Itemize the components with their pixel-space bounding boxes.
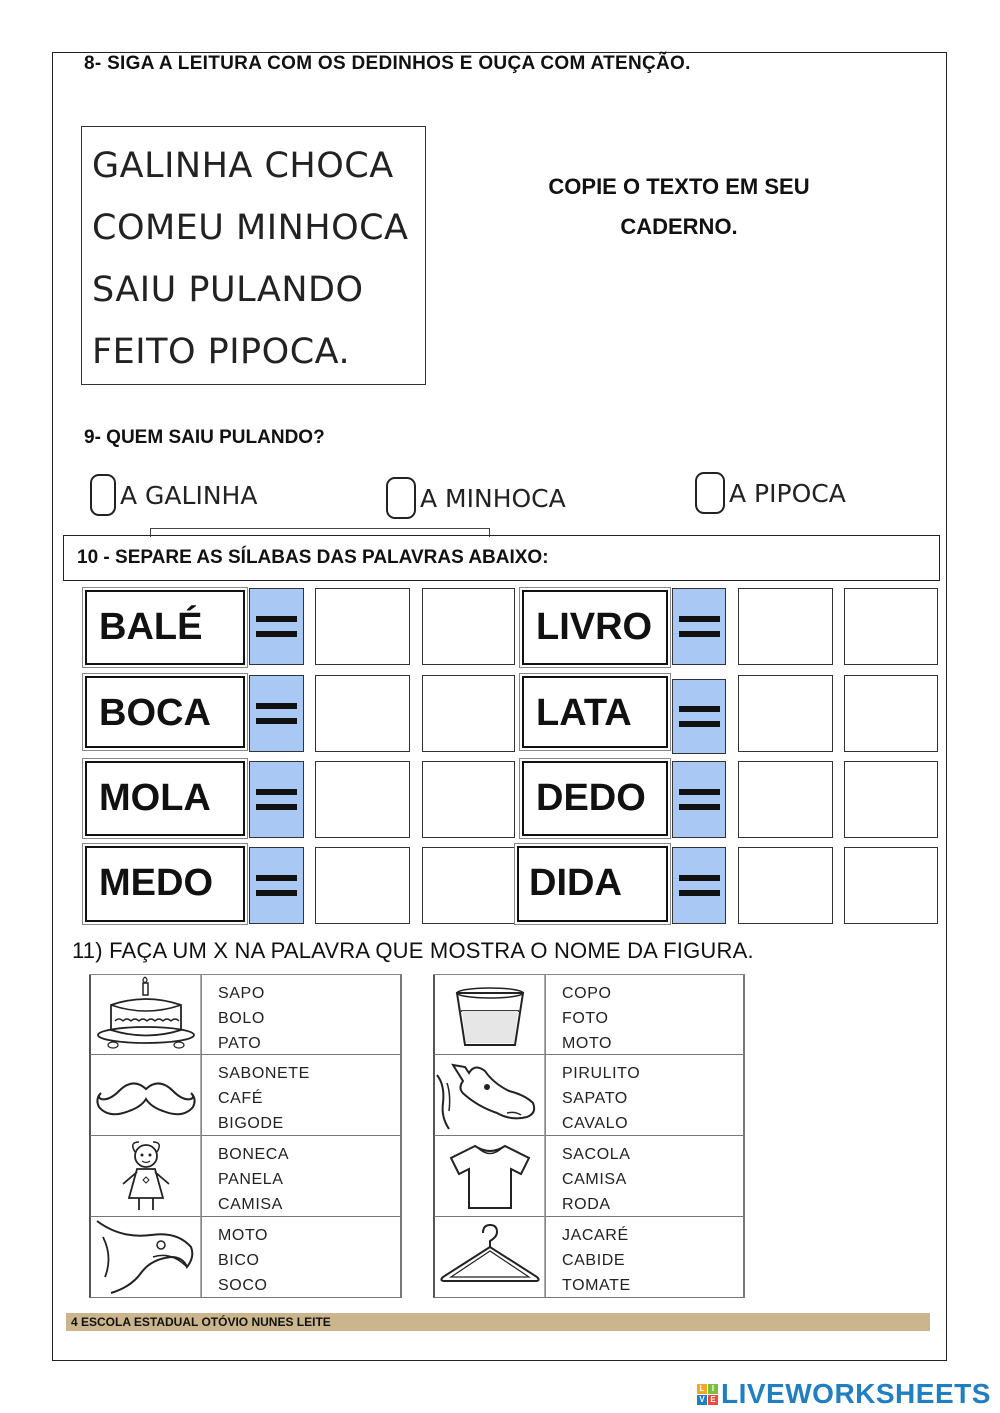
q9-title: 9- QUEM SAIU PULANDO? [84, 427, 325, 448]
word-options [545, 1055, 745, 1136]
q8-title: 8- SIGA A LEITURA COM OS DEDINHOS E OUÇA COM ATENÇÃO. [84, 53, 691, 74]
shirt-icon [435, 1136, 545, 1215]
word-option[interactable]: JACARÉ [562, 1227, 629, 1244]
option-label: A GALINHA [120, 480, 258, 510]
mustache-icon [91, 1055, 201, 1134]
option-label: A PIPOCA [729, 478, 846, 508]
word-option[interactable]: CAMISA [218, 1196, 283, 1213]
word-option[interactable]: PIRULITO [562, 1065, 641, 1082]
syllable-word: MOLA [85, 761, 245, 836]
liveworksheets-logo[interactable] [697, 1378, 991, 1410]
syllable-answer-box[interactable] [844, 675, 938, 752]
equals-sign [249, 588, 304, 665]
syllable-answer-box[interactable] [738, 675, 833, 752]
syllable-answer-box[interactable] [422, 761, 515, 838]
horse-icon [435, 1055, 545, 1134]
syllable-word: LIVRO [522, 590, 668, 665]
copy-instruction [520, 167, 838, 247]
word-option[interactable]: SACOLA [562, 1146, 631, 1163]
glass-icon [435, 975, 545, 1053]
poem-line: SAIU PULANDO [92, 270, 364, 310]
poem-line: FEITO PIPOCA. [92, 332, 351, 372]
word-option[interactable]: SABONETE [218, 1065, 310, 1082]
figure-cell [433, 1136, 545, 1217]
syllable-word: BOCA [85, 676, 245, 748]
word-option[interactable]: MOTO [562, 1035, 613, 1052]
q9-option-galinha[interactable] [90, 472, 257, 518]
syllable-answer-box[interactable] [315, 588, 410, 665]
word-option[interactable]: CAFÉ [218, 1090, 264, 1107]
copy-instruction-line: CADERNO. [620, 214, 738, 239]
q11-title: 11) FAÇA UM X NA PALAVRA QUE MOSTRA O NOME DA FIGURA. [72, 938, 754, 963]
word-options [201, 1055, 402, 1136]
word-option[interactable]: PATO [218, 1035, 262, 1052]
q9-option-minhoca[interactable] [386, 475, 566, 521]
logo-text: LIVEWORKSHEETS [721, 1378, 991, 1409]
syllable-word: BALÉ [85, 590, 245, 665]
figure-cell [433, 1055, 545, 1136]
beak-icon [91, 1217, 201, 1296]
equals-sign [249, 761, 304, 838]
poem-line: GALINHA CHOCA [92, 146, 394, 186]
equals-sign [672, 679, 726, 754]
poem-box [81, 126, 426, 385]
syllable-answer-box[interactable] [422, 847, 515, 924]
syllable-word: LATA [522, 676, 668, 748]
word-option[interactable]: BICO [218, 1252, 260, 1269]
radio-button[interactable] [386, 477, 416, 519]
hanger-icon [435, 1217, 545, 1296]
cake-icon [91, 975, 201, 1053]
equals-sign [249, 847, 304, 924]
syllable-answer-box[interactable] [315, 847, 410, 924]
word-option[interactable]: CAMISA [562, 1171, 627, 1188]
word-option[interactable]: SOCO [218, 1277, 268, 1294]
word-options [201, 975, 402, 1055]
word-option[interactable]: RODA [562, 1196, 611, 1213]
syllable-answer-box[interactable] [315, 761, 410, 838]
word-option[interactable]: BIGODE [218, 1115, 284, 1132]
syllable-answer-box[interactable] [738, 761, 833, 838]
word-option[interactable]: BONECA [218, 1146, 290, 1163]
word-options [201, 1217, 402, 1298]
copy-instruction-line: COPIE O TEXTO EM SEU [548, 174, 810, 199]
syllable-word: MEDO [85, 846, 245, 922]
equals-sign [672, 588, 726, 665]
word-option[interactable]: COPO [562, 985, 612, 1002]
poem-line: COMEU MINHOCA [92, 208, 409, 248]
figure-cell [89, 1136, 201, 1217]
figure-cell [433, 975, 545, 1055]
syllable-answer-box[interactable] [422, 675, 515, 752]
syllable-answer-box[interactable] [315, 675, 410, 752]
q9-option-pipoca[interactable] [695, 470, 846, 516]
footer-band: 4 ESCOLA ESTADUAL OTÓVIO NUNES LEITE [66, 1313, 930, 1331]
word-option[interactable]: SAPATO [562, 1090, 628, 1107]
word-option[interactable]: TOMATE [562, 1277, 631, 1294]
option-label: A MINHOCA [420, 483, 566, 513]
figure-cell [89, 975, 201, 1055]
syllable-word: DIDA [517, 846, 668, 922]
syllable-word: DEDO [522, 761, 668, 836]
radio-button[interactable] [90, 474, 116, 516]
word-options [545, 1217, 745, 1298]
word-option[interactable]: SAPO [218, 985, 265, 1002]
syllable-answer-box[interactable] [844, 761, 938, 838]
equals-sign [672, 761, 726, 838]
logo-mark-icon: L I V E [697, 1384, 718, 1405]
syllable-answer-box[interactable] [844, 847, 938, 924]
word-option[interactable]: MOTO [218, 1227, 269, 1244]
word-option[interactable]: CABIDE [562, 1252, 626, 1269]
syllable-answer-box[interactable] [738, 588, 833, 665]
word-option[interactable]: FOTO [562, 1010, 609, 1027]
word-option[interactable]: BOLO [218, 1010, 265, 1027]
equals-sign [672, 847, 726, 924]
syllable-answer-box[interactable] [738, 847, 833, 924]
radio-button[interactable] [695, 472, 725, 514]
word-option[interactable]: CAVALO [562, 1115, 629, 1132]
doll-icon [91, 1136, 201, 1215]
q10-title: 10 - SEPARE AS SÍLABAS DAS PALAVRAS ABAIXO: [63, 535, 940, 581]
syllable-answer-box[interactable] [844, 588, 938, 665]
word-options [201, 1136, 402, 1217]
syllable-answer-box[interactable] [422, 588, 515, 665]
word-options [545, 1136, 745, 1217]
figure-cell [433, 1217, 545, 1298]
word-option[interactable]: PANELA [218, 1171, 284, 1188]
word-options [545, 975, 745, 1055]
figure-cell [89, 1055, 201, 1136]
equals-sign [249, 675, 304, 752]
figure-cell [89, 1217, 201, 1298]
